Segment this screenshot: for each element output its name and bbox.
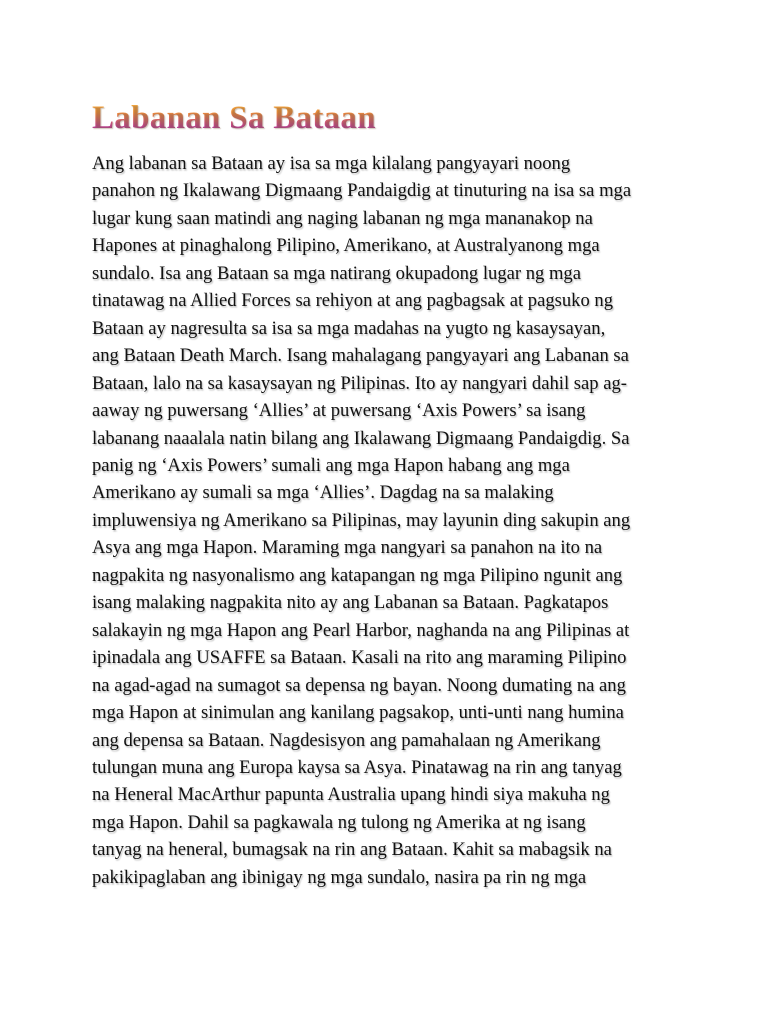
text-line: panig ng ‘Axis Powers’ sumali ang mga Hapon habang ang mga [92,454,570,476]
text-line: Bataan, lalo na sa kasaysayan ng Pilipinas. Ito ay nangyari dahil sap ag- [92,372,627,394]
text-line: Bataan ay nagresulta sa isa sa mga madahas na yugto ng kasaysayan, [92,317,606,339]
text-line: Hapones at pinaghalong Pilipino, Amerikano, at Australyanong mga [92,235,600,257]
text-line: tulungan muna ang Europa kaysa sa Asya. Pinatawag na rin ang tanyag [92,756,622,778]
text-line: aaway ng puwersang ‘Allies’ at puwersang ‘Axis Powers’ sa isang [92,400,586,422]
text-line: nagpakita ng nasyonalismo ang katapangan ng mga Pilipino ngunit ang [92,564,623,586]
text-line: isang malaking nagpakita nito ay ang Labanan sa Bataan. Pagkatapos [92,592,609,614]
text-line: ang Bataan Death March. Isang mahalagang pangyayari ang Labanan sa [92,345,629,367]
text-line: Asya ang mga Hapon. Maraming mga nangyari sa panahon na ito na [92,537,603,559]
text-line: impluwensiya ng Amerikano sa Pilipinas, may layunin ding sakupin ang [92,509,631,531]
text-line: Amerikano ay sumali sa mga ‘Allies’. Dagdag na sa malaking [92,482,554,504]
text-line: mga Hapon. Dahil sa pagkawala ng tulong ng Amerika at ng isang [92,811,586,833]
text-line: ang depensa sa Bataan. Nagdesisyon ang pamahalaan ng Amerikang [92,729,601,751]
text-line: tinatawag na Allied Forces sa rehiyon at ang pagbagsak at pagsuko ng [92,290,613,312]
text-line: ipinadala ang USAFFE sa Bataan. Kasali na rito ang maraming Pilipino [92,647,627,669]
text-line: na Heneral MacArthur papunta Australia upang hindi siya makuha ng [92,784,610,806]
body-paragraph [92,150,682,891]
text-line: Ang labanan sa Bataan ay isa sa mga kilalang pangyayari noong [92,153,571,174]
text-line: pakikipaglaban ang ibinigay ng mga sundalo, nasira pa rin ng mga [92,866,587,888]
text-line: labanang naaalala natin bilang ang Ikalawang Digmaang Pandaigdig. Sa [92,427,630,449]
text-line: panahon ng Ikalawang Digmaang Pandaigdig at tinuturing na isa sa mga [92,180,632,202]
text-line: sundalo. Isa ang Bataan sa mga natirang okupadong lugar ng mga [92,262,581,284]
text-line: mga Hapon at sinimulan ang kanilang pagsakop, unti-unti nang humina [92,702,624,724]
text-line: tanyag na heneral, bumagsak na rin ang Bataan. Kahit sa mabagsik na [92,839,612,861]
text-line: na agad-agad na sumagot sa depensa ng bayan. Noong dumating na ang [92,674,626,696]
text-line: lugar kung saan matindi ang naging labanan ng mga mananakop na [92,207,593,229]
text-line: salakayin ng mga Hapon ang Pearl Harbor, naghanda na ang Pilipinas at [92,619,630,641]
document-title: Labanan Sa Bataan [92,100,376,136]
